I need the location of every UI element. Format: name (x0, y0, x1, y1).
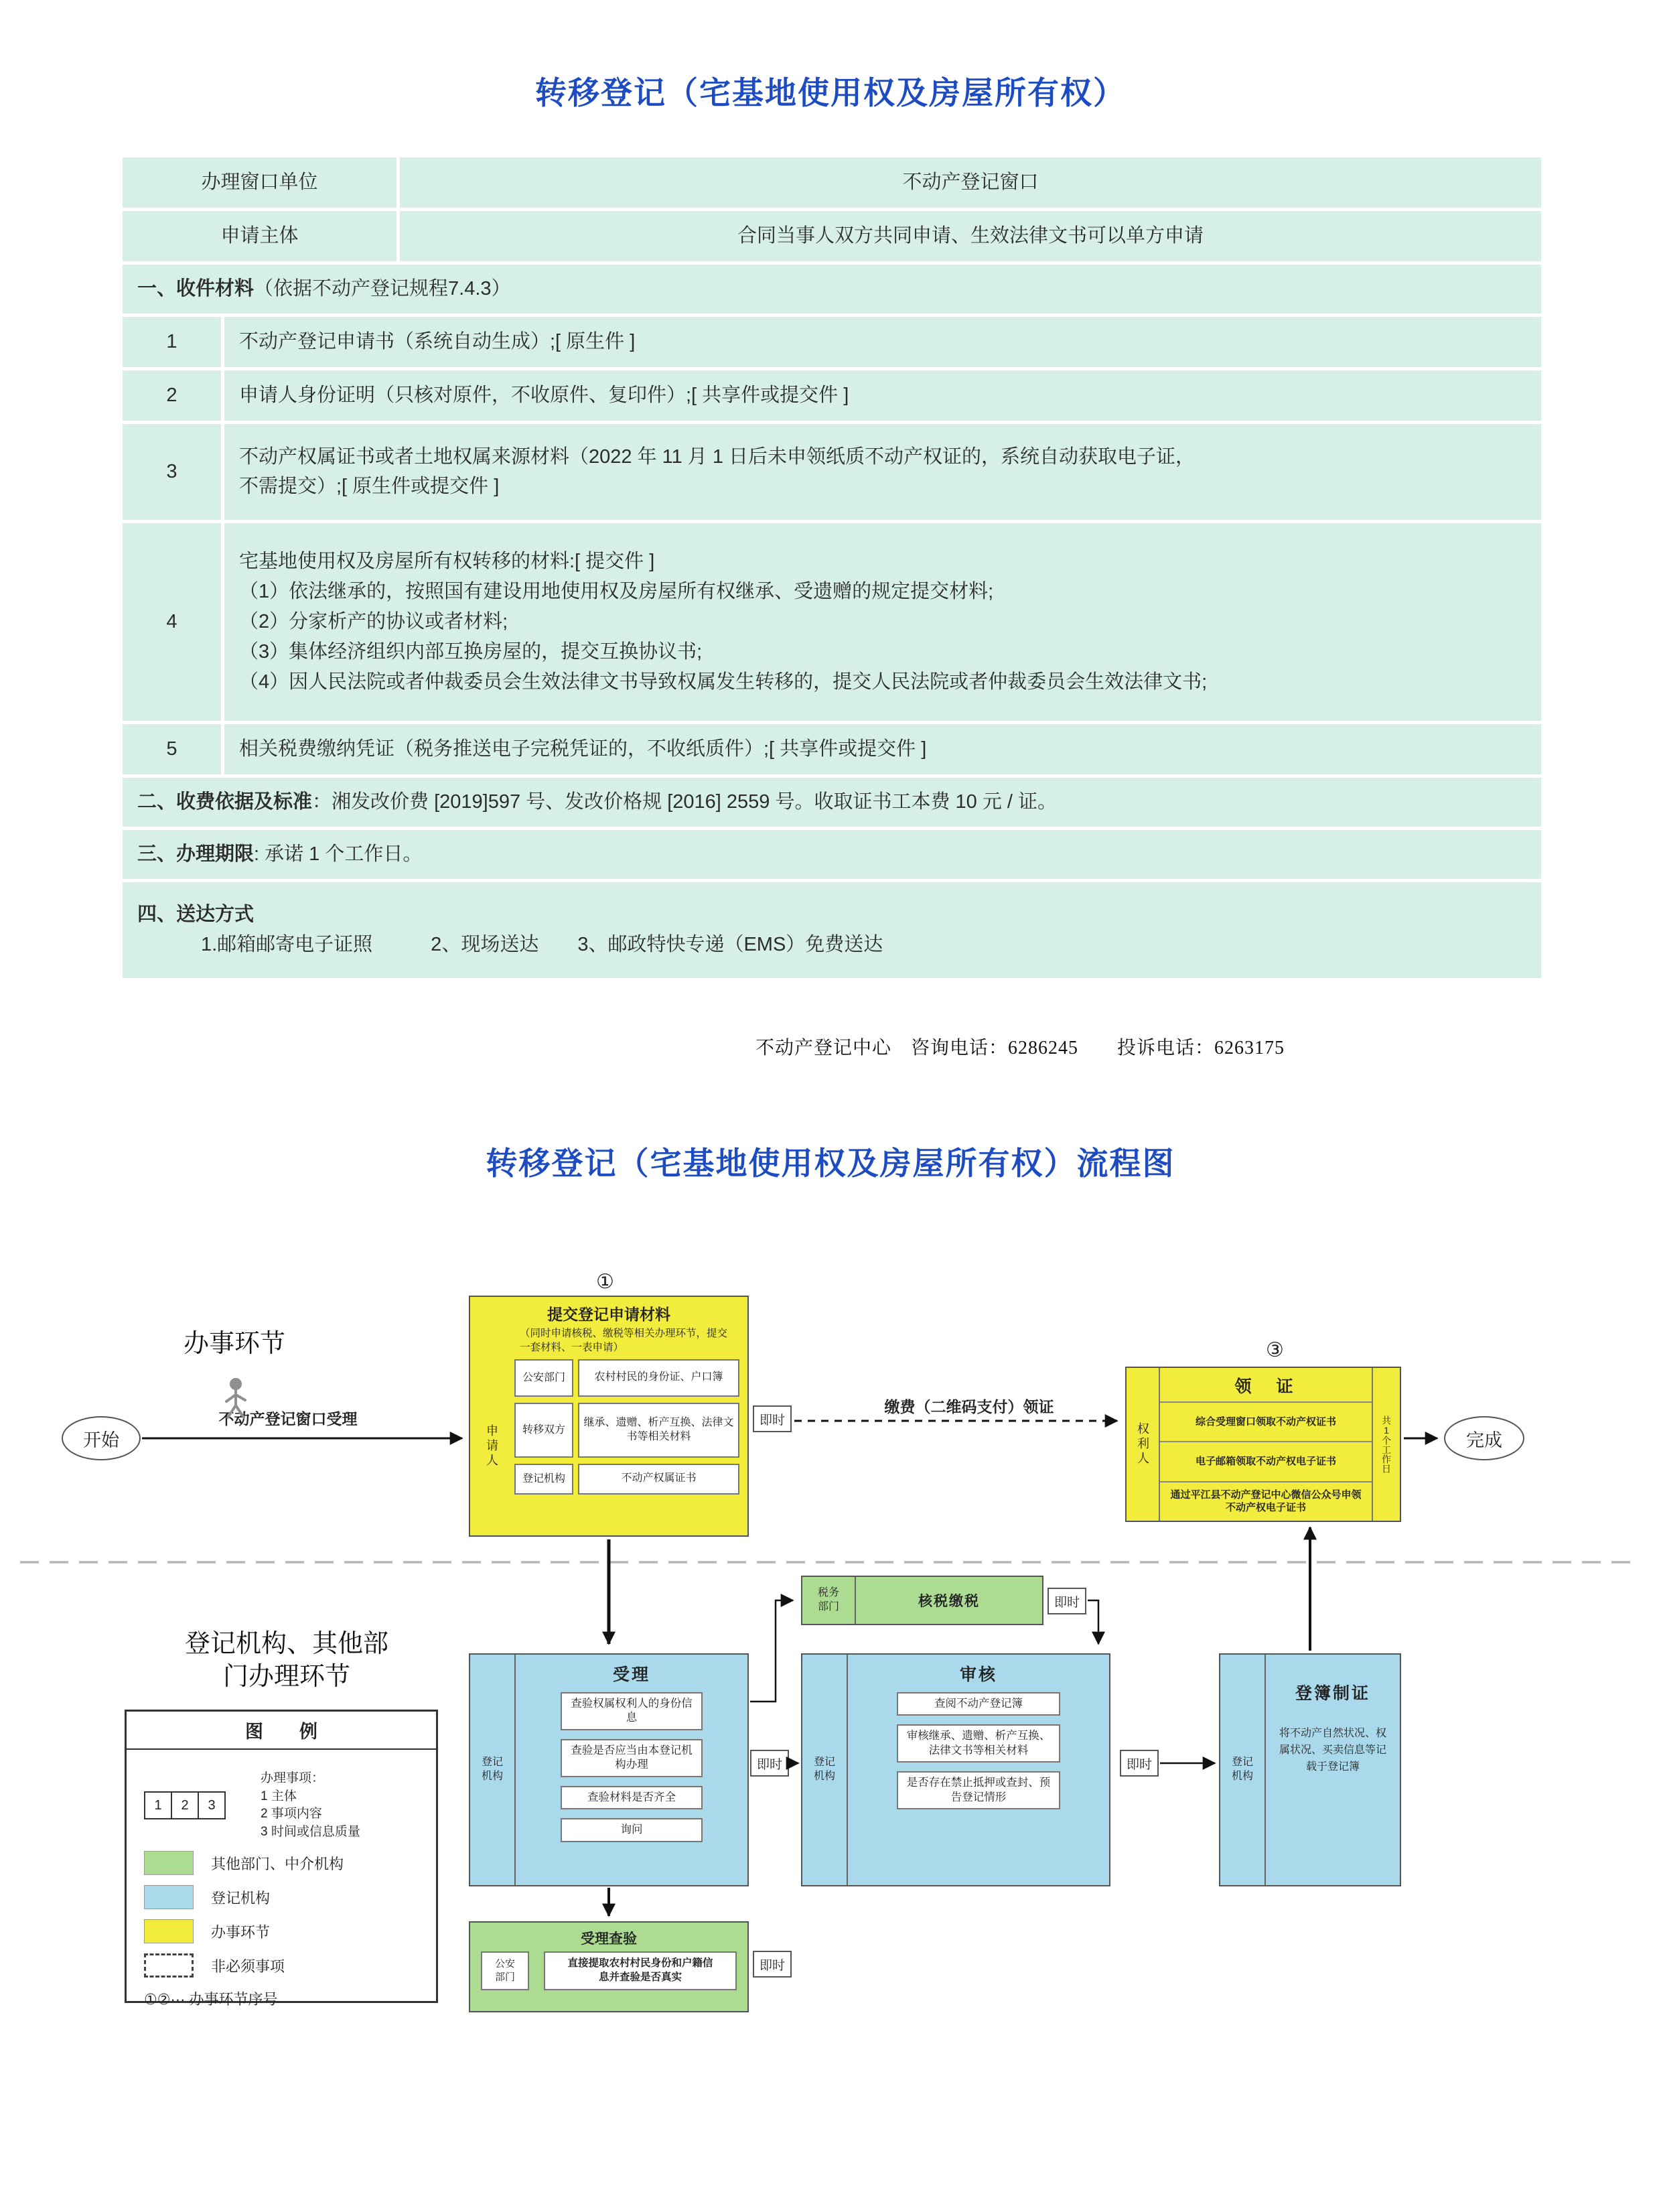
tax-box (801, 1576, 1043, 1625)
section-deadline (121, 828, 1543, 880)
material-line: 宅基地使用权及房屋所有权转移的材料:[ 提交件 ] (239, 551, 655, 573)
verify-body: 直接提取农村村民身份和户籍信息并查验是否真实 (544, 1951, 737, 1990)
row-value: 不动产登记窗口 (399, 156, 1543, 210)
legend-box (125, 1710, 438, 2008)
accept-item: 查验材料是否齐全 (561, 1786, 703, 1809)
review-item: 审核继承、遗赠、析产互换、法律文书等相关材料 (897, 1724, 1060, 1762)
submit-box-left-label: 申请人 (485, 1424, 498, 1469)
submit-box-subtitle: （同时申请核税、缴税等相关办理环节，提交一套材料、一表申请） (520, 1328, 728, 1353)
license-item: 电子邮箱领取不动产权电子证书 (1160, 1441, 1372, 1480)
license-duration-label: 共1个工作日 (1372, 1368, 1400, 1521)
legend-cell-3: 3 (198, 1791, 226, 1819)
legend-cell-1: 1 (144, 1791, 172, 1819)
dashed-swatch (144, 1953, 194, 1978)
delivery-options: 1.邮箱邮寄电子证照 2、现场送达 3、邮政特快专递（EMS）免费送达 (201, 934, 883, 956)
legend-row-yellow (144, 1919, 436, 1943)
submit-row-material: 不动产权属证书 (578, 1464, 739, 1495)
submit-materials-box (469, 1296, 749, 1537)
submit-row-material: 农村村民的身份证、户口簿 (578, 1359, 739, 1397)
submit-row (514, 1464, 739, 1495)
section-materials-header (121, 263, 1543, 316)
blue-swatch (144, 1885, 194, 1909)
registration-info-table (119, 154, 1544, 981)
legend-matter-line: 1 主体 (261, 1789, 297, 1803)
section-text (121, 776, 1543, 828)
instant-tag-submit: 即时 (753, 1405, 792, 1432)
table-row-window (121, 156, 1543, 210)
arrow-label-pay: 缴费（二维码支付）领证 (884, 1398, 1054, 1415)
review-item: 是否存在禁止抵押或查封、预告登记情形 (897, 1771, 1060, 1809)
tax-title: 核税缴税 (918, 1594, 980, 1609)
material-row (121, 521, 1543, 722)
material-row (121, 722, 1543, 776)
review-box (801, 1653, 1110, 1886)
legend-row-green (144, 1851, 436, 1875)
license-item: 通过平江县不动产登记中心微信公众号申领不动产权电子证书 (1160, 1481, 1372, 1521)
arrow-label-window-accept: 不动产登记窗口受理 (218, 1410, 358, 1428)
material-line: （1）依法继承的，按照国有建设用地使用权及房屋所有权继承、受遗赠的规定提交材料; (239, 581, 994, 603)
section-title-bold: 三、办理期限 (137, 843, 255, 865)
section-title-bold: 一、收件材料 (137, 278, 255, 299)
row-label: 办理窗口单位 (121, 156, 399, 210)
legend-cell-2: 2 (171, 1791, 199, 1819)
material-no: 2 (121, 368, 223, 422)
record-title: 登簿制证 (1295, 1684, 1370, 1703)
legend-row-dashed (144, 1953, 436, 1978)
verify-box (469, 1921, 749, 2012)
submit-row-source: 公安部门 (514, 1359, 573, 1397)
material-no: 4 (121, 521, 223, 722)
submit-row-source: 转移双方 (514, 1403, 573, 1458)
accept-left-label: 登记机构 (470, 1655, 516, 1885)
accept-title: 受理 (612, 1665, 650, 1684)
material-line: （3）集体经济组织内部互换房屋的，提交互换协议书; (239, 640, 703, 663)
verify-left-label: 公安部门 (481, 1951, 529, 1990)
verify-title: 受理查验 (581, 1931, 637, 1947)
instant-tag-tax: 即时 (1048, 1588, 1086, 1614)
start-node: 开始 (62, 1416, 141, 1460)
legend-matters-title: 办理事项： (261, 1771, 325, 1785)
instant-tag-review: 即时 (1120, 1750, 1159, 1777)
review-left-label: 登记机构 (802, 1655, 848, 1885)
section-title-rest: : 承诺 1 个工作日。 (254, 843, 423, 865)
material-row (121, 422, 1543, 521)
table-row-subject (121, 210, 1543, 263)
legend-cells-123 (144, 1791, 224, 1819)
legend-green-label: 其他部门、中介机构 (211, 1855, 344, 1872)
green-swatch (144, 1851, 194, 1875)
section-delivery (121, 880, 1543, 979)
page-title: 转移登记（宅基地使用权及房屋所有权） (535, 76, 1126, 111)
step-marker-1: ① (596, 1271, 614, 1293)
section-title-rest: ：湘发改价费 [2019]597 号、发改价格规 [2016] 2559 号。收取证书工本费 10 元 / 证。 (312, 790, 1057, 813)
instant-tag-verify: 即时 (753, 1951, 792, 1978)
arrow-accept-to-tax (750, 1600, 793, 1702)
legend-yellow-label: 办事环节 (211, 1923, 271, 1941)
finish-node: 完成 (1444, 1416, 1524, 1460)
contact-line: 不动产登记中心 咨询电话：6286245 投诉电话：6263175 (755, 1038, 1285, 1058)
legend-matters-row (144, 1770, 436, 1841)
material-row (121, 368, 1543, 422)
record-box (1219, 1653, 1401, 1886)
material-text (223, 422, 1543, 521)
material-line: （4）因人民法院或者仲裁委员会生效法律文书导致权属发生转移的，提交人民法院或者仲裁委员会生效法律文书; (239, 671, 1208, 693)
material-no: 3 (121, 422, 223, 521)
get-certificate-box (1125, 1367, 1401, 1522)
material-row (121, 315, 1543, 368)
section-title-bold: 四、送达方式 (137, 904, 255, 926)
row-label: 申请主体 (121, 210, 399, 263)
material-line: 不需提交）;[ 原生件或提交件 ] (239, 476, 500, 498)
legend-matters (261, 1770, 360, 1841)
lane-label-registry: 登记机构、其他部门办理环节 (184, 1630, 388, 1691)
license-item: 综合受理窗口领取不动产权证书 (1160, 1401, 1372, 1441)
material-text: 申请人身份证明（只核对原件，不收原件、复印件）;[ 共享件或提交件 ] (223, 368, 1543, 422)
section-text (121, 880, 1543, 979)
submit-box-title: 提交登记申请材料 (547, 1306, 670, 1323)
submit-row-material: 继承、遗赠、析产互换、法律文书等相关材料 (578, 1403, 739, 1458)
legend-matter-line: 3 时间或信息质量 (261, 1824, 360, 1839)
material-text: 相关税费缴纳凭证（税务推送电子完税凭证的，不收纸质件）;[ 共享件或提交件 ] (223, 722, 1543, 776)
row-value: 合同当事人双方共同申请、生效法律文书可以单方申请 (399, 210, 1543, 263)
legend-matter-line: 2 事项内容 (261, 1807, 322, 1821)
section-title-rest: （依据不动产登记规程7.4.3） (254, 278, 511, 299)
review-title: 审核 (959, 1665, 997, 1684)
license-title: 领 证 (1234, 1377, 1297, 1396)
accept-item: 询问 (561, 1818, 703, 1842)
arrow-tax-to-review (1088, 1600, 1098, 1644)
yellow-swatch (144, 1919, 194, 1943)
material-no: 1 (121, 315, 223, 368)
legend-serial-label: ①②··· 办事环节序号 (144, 1991, 278, 2008)
material-text: 不动产登记申请书（系统自动生成）;[ 原生件 ] (223, 315, 1543, 368)
submit-row-source: 登记机构 (514, 1464, 573, 1495)
tax-left-label: 税务部门 (802, 1577, 856, 1624)
legend-dashed-label: 非必须事项 (211, 1957, 285, 1975)
step-marker-3: ③ (1266, 1339, 1284, 1361)
submit-row (514, 1403, 739, 1458)
flowchart-title: 转移登记（宅基地使用权及房屋所有权）流程图 (486, 1147, 1175, 1182)
accept-item: 查验权属权利人的身份信息 (561, 1692, 703, 1730)
lane-label-applicant: 办事环节 (183, 1330, 285, 1358)
section-title-bold: 二、收费依据及标准 (137, 790, 313, 813)
accept-box (469, 1653, 749, 1886)
record-body: 将不动产自然状况、权属状况、买卖信息等记载于登记簿 (1279, 1728, 1386, 1773)
record-left-label: 登记机构 (1220, 1655, 1266, 1885)
material-text (223, 521, 1543, 722)
review-item: 查阅不动产登记簿 (897, 1692, 1060, 1716)
material-line: 不动产权属证书或者土地权属来源材料（2022 年 11 月 1 日后未申领纸质不动产权证的，系统自动获取电子证， (239, 445, 1196, 468)
material-line: （2）分家析产的协议或者材料; (239, 610, 508, 632)
legend-row-blue (144, 1885, 436, 1909)
instant-tag-accept: 即时 (750, 1750, 789, 1777)
accept-item: 查验是否应当由本登记机构办理 (561, 1739, 703, 1777)
section-fee (121, 776, 1543, 828)
section-title (121, 263, 1543, 316)
section-text (121, 828, 1543, 880)
legend-blue-label: 登记机构 (211, 1889, 271, 1907)
legend-title: 图 例 (127, 1712, 436, 1750)
material-no: 5 (121, 722, 223, 776)
license-left-label: 权利人 (1127, 1368, 1160, 1521)
submit-row (514, 1359, 739, 1397)
